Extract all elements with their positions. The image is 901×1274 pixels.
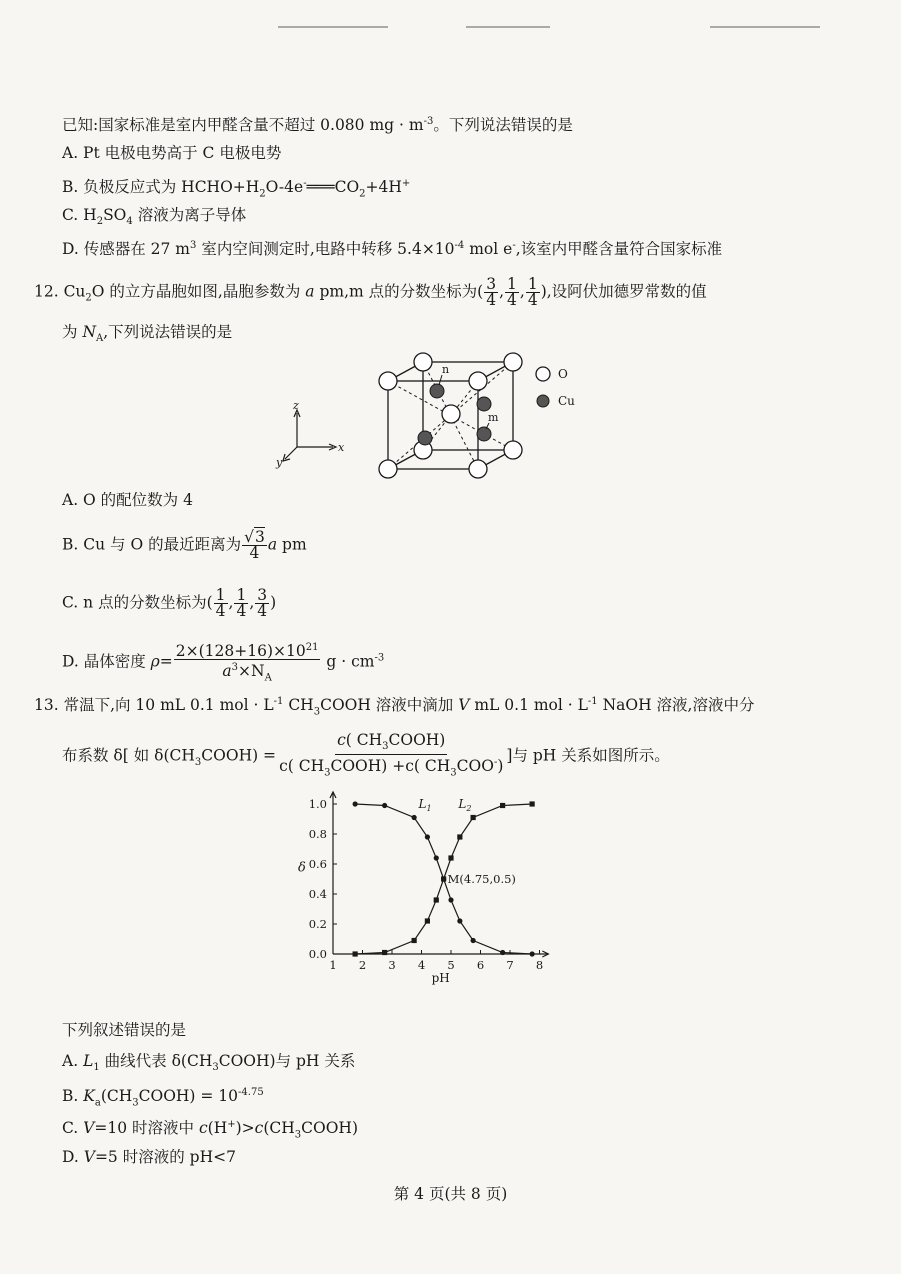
x-axis-label: pH xyxy=(431,971,450,985)
point-L1 xyxy=(457,918,462,923)
distribution-fraction: $\frac{c( CH_3COOH)}{c( CH_3COOH) +c( CH_3COO^-)}$ xyxy=(279,731,504,779)
point-L2 xyxy=(353,951,358,956)
oxygen-atoms xyxy=(379,353,522,478)
point-L1 xyxy=(448,897,453,902)
point-L2 xyxy=(471,815,476,820)
atom-o xyxy=(379,372,397,390)
series-label-L1: $L_1$ xyxy=(418,797,432,813)
point-L2 xyxy=(441,876,446,881)
coordinate-axes xyxy=(283,410,336,461)
q13-option-a: A. $L_1$ 曲线代表 $\delta(CH_3COOH)$与 pH 关系 xyxy=(62,1052,356,1074)
atom-o-center xyxy=(442,405,460,423)
q11-option-a: A. Pt 电极电势高于 C 电极电势 xyxy=(62,144,282,162)
atom-o xyxy=(504,441,522,459)
q13-option-c: C. V=10 时溶液中 $c(H^+)>c(CH_3COOH)$ xyxy=(62,1119,358,1141)
point-L2 xyxy=(500,803,505,808)
point-L2 xyxy=(434,897,439,902)
q13-option-b: B. $K_a(CH_3COOH) = 10^{-4.75}$ xyxy=(62,1087,264,1109)
density-fraction: $\frac{2\times(128+16)\times 10^{21}}{a^3\times N_A}$ xyxy=(175,642,319,684)
point-L2 xyxy=(457,834,462,839)
x-tick-label: 6 xyxy=(476,958,485,972)
atom-o xyxy=(414,353,432,371)
legend-cu-marker xyxy=(537,395,549,407)
x-tick-label: 1 xyxy=(329,958,337,972)
point-L2 xyxy=(412,938,417,943)
atom-o xyxy=(469,372,487,390)
x-tick-label: 8 xyxy=(535,958,544,972)
point-L2 xyxy=(382,950,387,955)
q11-known-line: 已知:国家标准是室内甲醛含量不超过 0.080 mg · $m^{-3}$。下列说法错误的是 xyxy=(62,116,573,135)
label-n: n xyxy=(442,363,450,376)
point-L2 xyxy=(448,855,453,860)
point-L2 xyxy=(530,801,535,806)
atom-o xyxy=(504,353,522,371)
y-tick-label: 0.6 xyxy=(308,857,327,871)
x-tick-label: 4 xyxy=(417,958,426,972)
legend-cu-label: Cu xyxy=(558,394,575,408)
legend-o-label: O xyxy=(558,367,568,381)
atom-o xyxy=(469,460,487,478)
frac-1-4: $\frac{1}{4}$ xyxy=(507,275,517,309)
point-L1 xyxy=(530,951,535,956)
x-tick-label: 5 xyxy=(447,958,455,972)
atom-cu xyxy=(477,397,491,411)
axis-x-label: x xyxy=(338,441,345,454)
y-axis-label: δ xyxy=(298,860,306,876)
y-tick-label: 0.8 xyxy=(308,827,327,841)
y-tick-label: 1.0 xyxy=(308,797,327,811)
delta-ph-chart xyxy=(290,782,590,1010)
q12-stem-line2: 为 $N_A$,下列说法错误的是 xyxy=(62,323,233,345)
atom-cu-n xyxy=(430,384,444,398)
crystal-cell-figure xyxy=(270,345,610,485)
q13-stem-line2: 布系数 δ[ 如 $\delta(CH_3COOH)$ = $\frac{c( CH_3COOH)}{c( CH_3COOH) +c( CH_3COO^-)}$ ]与 pH 关系如图所示。 xyxy=(62,731,670,779)
point-L1 xyxy=(382,803,387,808)
q12-stem: 12. $Cu_2O$ 的立方晶胞如图,晶胞参数为 a pm,m 点的分数坐标为( $\frac{3}{4}$ , $\frac{1}{4}$ , $\frac{1}{4}$ ),设阿伏加德罗常数的值 xyxy=(34,275,707,309)
frac-1-4: $\frac{1}{4}$ xyxy=(527,275,538,309)
scan-artifact xyxy=(710,26,820,28)
x-tick-label: 2 xyxy=(358,958,367,972)
q11-option-b: B. 负极反应式为 $HCHO+H_2O-4e^-═══CO_2+4H^+$ xyxy=(62,178,411,200)
point-L1 xyxy=(434,855,439,860)
axis-y-label: y xyxy=(276,456,283,469)
annotation-M: M(4.75,0.5) xyxy=(447,872,516,886)
legend-o-marker xyxy=(536,367,550,381)
page-footer: 第 4 页(共 8 页) xyxy=(393,1185,508,1203)
point-L1 xyxy=(353,801,358,806)
q12-option-d: D. 晶体密度 ρ= $\frac{2\times(128+16)\times 10^{21}}{a^3\times N_A}$ $g \cdot cm^{-3}$ xyxy=(62,642,385,684)
q13-question: 下列叙述错误的是 xyxy=(62,1021,187,1039)
frac-3-4: $\frac{3}{4}$ xyxy=(486,275,497,309)
label-m: m xyxy=(488,411,499,424)
point-L1 xyxy=(412,815,417,820)
atom-cu-m xyxy=(477,427,491,441)
frac-1-4: $\frac{1}{4}$ xyxy=(215,586,226,620)
y-tick-label: 0.0 xyxy=(308,947,327,961)
q11-option-c: C. $H_2SO_4$ 溶液为离子导体 xyxy=(62,206,247,228)
scan-artifact xyxy=(278,26,388,28)
point-L2 xyxy=(425,918,430,923)
point-L1 xyxy=(500,950,505,955)
atom-cu xyxy=(418,431,432,445)
q12-option-c: C. n 点的分数坐标为( $\frac{1}{4}$ , $\frac{1}{4}$ , $\frac{3}{4}$ ) xyxy=(62,586,277,620)
q12-option-a: A. O 的配位数为 4 xyxy=(62,491,193,509)
scan-artifact xyxy=(466,26,550,28)
point-L1 xyxy=(471,938,476,943)
q11-option-d: D. 传感器在 27 $m^3$ 室内空间测定时,电路中转移 $5.4\times 10^{-4}$ mol e-,该室内甲醛含量符合国家标准 xyxy=(62,240,723,259)
series-label-L2: $L_2$ xyxy=(458,797,472,813)
q12-option-b: B. Cu 与 O 的最近距离为 $\frac{√3}{4}$ a pm xyxy=(62,528,307,562)
frac-3-4: $\frac{3}{4}$ xyxy=(257,586,268,620)
x-tick-label: 7 xyxy=(506,958,514,972)
y-tick-label: 0.2 xyxy=(308,917,327,931)
frac-sqrt3-4: $\frac{√3}{4}$ xyxy=(244,528,265,562)
y-tick-label: 0.4 xyxy=(308,887,327,901)
q13-option-d: D. V=5 时溶液的 pH<7 xyxy=(62,1148,236,1166)
x-tick-label: 3 xyxy=(388,958,396,972)
q13-stem: 13. 常温下,向 10 mL 0.1 mol · $L^{-1}$ $CH_3COOH$ 溶液中滴加 V mL 0.1 mol · $L^{-1}$ NaOH 溶液,溶液中分 xyxy=(34,696,755,718)
axis-z-label: z xyxy=(293,399,299,412)
frac-1-4: $\frac{1}{4}$ xyxy=(236,586,247,620)
point-L1 xyxy=(425,834,430,839)
n-pointer xyxy=(439,375,442,385)
atom-o xyxy=(379,460,397,478)
